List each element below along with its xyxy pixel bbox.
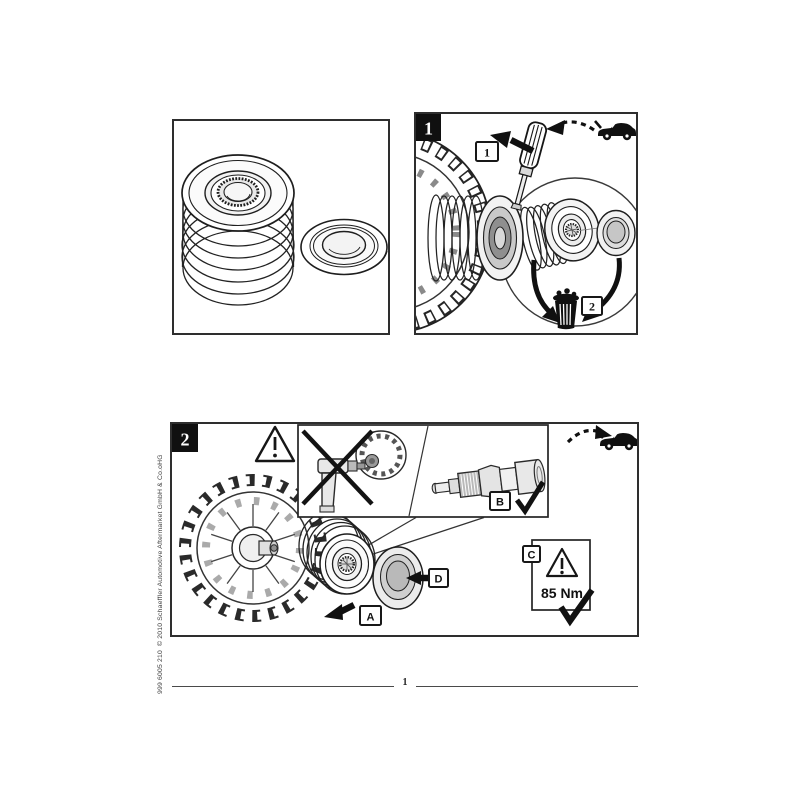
cap-callout-label: D bbox=[434, 573, 443, 586]
pry-callout bbox=[476, 142, 498, 161]
pulley-callout-label: A bbox=[366, 611, 375, 624]
discard-arrows bbox=[534, 258, 620, 323]
tool-inset-box bbox=[298, 425, 548, 517]
overview-cap bbox=[301, 220, 387, 275]
part-number-text: 999 6005 210 bbox=[157, 650, 164, 694]
step2-badge bbox=[172, 424, 198, 452]
panel-parts-overview bbox=[172, 119, 390, 335]
discard-callout bbox=[582, 297, 602, 315]
car-removal-icon bbox=[546, 120, 636, 140]
step2-badge-number: 2 bbox=[180, 429, 190, 450]
footer-rule-right bbox=[416, 686, 638, 687]
car-install-icon bbox=[568, 425, 637, 450]
panel-step1-removal bbox=[414, 112, 638, 335]
pry-callout-label: 1 bbox=[484, 145, 490, 160]
torque-callout bbox=[523, 546, 540, 562]
torque-spec-box bbox=[523, 540, 592, 621]
step1-badge bbox=[416, 114, 441, 141]
step1-badge-number: 1 bbox=[424, 118, 433, 139]
car-silhouette bbox=[595, 121, 636, 140]
step1-drawing bbox=[416, 114, 636, 333]
overview-pulley-right-edge bbox=[293, 197, 294, 267]
step2-drawing bbox=[172, 424, 637, 635]
discard-callout-label: 2 bbox=[589, 299, 595, 314]
footer-rule-left bbox=[172, 686, 394, 687]
screwdriver-icon bbox=[507, 121, 547, 212]
pulley-callout bbox=[360, 606, 381, 625]
cap-callout bbox=[429, 569, 448, 587]
overview-pulley-left-edge bbox=[183, 197, 184, 267]
tool-callout bbox=[490, 492, 510, 510]
parts-overview-drawing bbox=[174, 121, 388, 333]
torque-callout-label: C bbox=[527, 549, 536, 562]
page-number: 1 bbox=[402, 677, 408, 688]
step1-zoomed-cap bbox=[597, 211, 635, 256]
copyright-text: © 2010 Schaeffler Automotive Aftermarket GmbH & Co.oHG bbox=[157, 454, 164, 646]
tool-callout-label: B bbox=[496, 496, 504, 509]
panel-step2-installation bbox=[170, 422, 639, 637]
pulley-install-arrow bbox=[324, 604, 354, 620]
overview-pulley-face bbox=[182, 155, 294, 231]
warning-triangle-icon bbox=[256, 427, 294, 461]
torque-value: 85 Nm bbox=[540, 585, 584, 601]
